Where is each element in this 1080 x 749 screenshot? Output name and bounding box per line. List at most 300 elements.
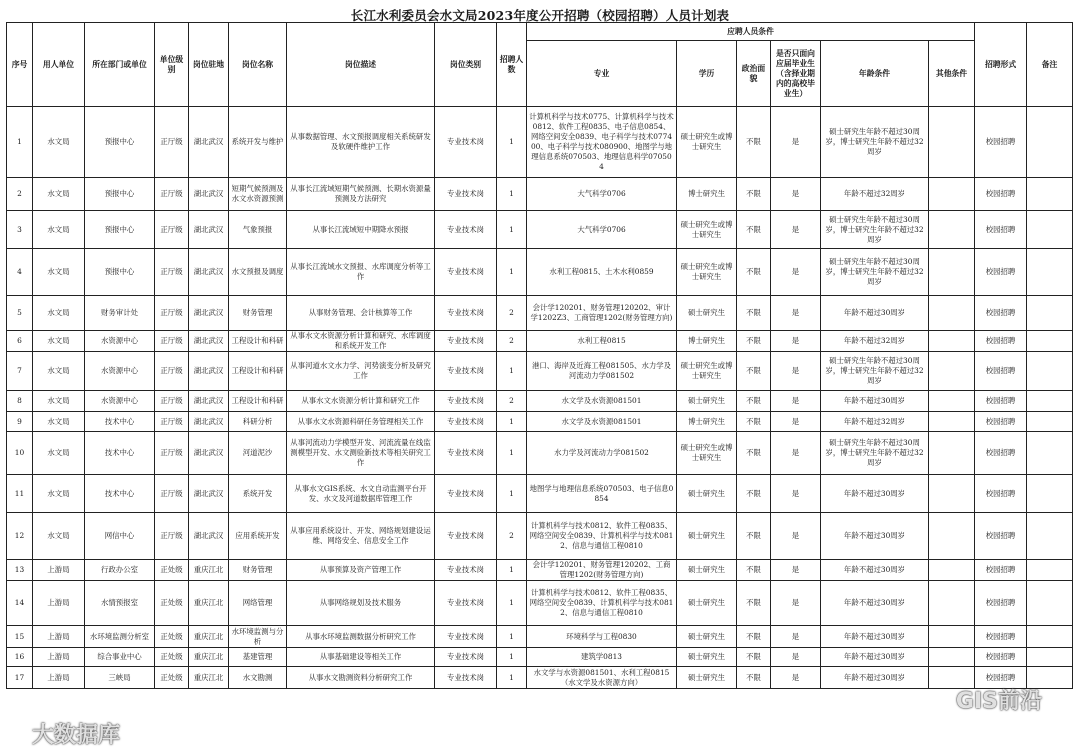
cell-graduate-only: 是 — [771, 648, 821, 667]
cell-post-type: 专业技术岗 — [435, 648, 497, 667]
table-row — [7, 331, 1073, 352]
cell-employer: 上游局 — [33, 667, 85, 689]
cell-form: 校园招聘 — [975, 581, 1027, 626]
cell-form: 校园招聘 — [975, 391, 1027, 412]
cell-post-type: 专业技术岗 — [435, 626, 497, 648]
table-row — [7, 560, 1073, 581]
cell-level: 正处级 — [155, 648, 189, 667]
cell-post-type: 专业技术岗 — [435, 432, 497, 475]
table-row — [7, 513, 1073, 560]
cell-graduate-only: 是 — [771, 581, 821, 626]
header-dept: 所在部门或单位 — [85, 23, 155, 107]
cell-dept: 预报中心 — [85, 249, 155, 296]
cell-post-desc: 从事水文水资源分析计算和研究工作 — [287, 391, 435, 412]
cell-count: 1 — [497, 560, 527, 581]
cell-level: 正厅级 — [155, 513, 189, 560]
watermark-bigdata — [6, 718, 120, 749]
cell-political: 不限 — [737, 352, 771, 391]
cell-location: 湖北武汉 — [189, 249, 229, 296]
cell-post-type: 专业技术岗 — [435, 331, 497, 352]
cell-level: 正厅级 — [155, 475, 189, 513]
header-age: 年龄条件 — [821, 41, 929, 107]
cell-other — [929, 560, 975, 581]
table-row — [7, 475, 1073, 513]
cell-post-name: 财务管理 — [229, 296, 287, 331]
cell-employer: 水文局 — [33, 249, 85, 296]
header-conditions: 应聘人员条件 — [527, 23, 975, 41]
cell-age: 年龄不超过30周岁 — [821, 560, 929, 581]
cell-post-desc: 从事长江流域短期气候预测、长期水资源量预测及方法研究 — [287, 178, 435, 211]
cell-level: 正厅级 — [155, 296, 189, 331]
cell-political: 不限 — [737, 391, 771, 412]
watermark-gis-text: GIS前沿 — [955, 689, 1042, 714]
cell-count: 2 — [497, 391, 527, 412]
cell-note — [1027, 513, 1073, 560]
cell-political: 不限 — [737, 331, 771, 352]
cell-employer: 水文局 — [33, 432, 85, 475]
cell-count: 1 — [497, 178, 527, 211]
cell-age: 年龄不超过30周岁 — [821, 626, 929, 648]
cell-note — [1027, 107, 1073, 178]
cell-graduate-only: 是 — [771, 352, 821, 391]
cell-education: 硕士研究生或博士研究生 — [677, 432, 737, 475]
cell-location: 湖北武汉 — [189, 211, 229, 249]
cell-employer: 水文局 — [33, 331, 85, 352]
cell-age: 年龄不超过30周岁 — [821, 581, 929, 626]
cell-political: 不限 — [737, 626, 771, 648]
cell-form: 校园招聘 — [975, 352, 1027, 391]
table-row — [7, 352, 1073, 391]
cell-major: 计算机科学与技术0812、软件工程0835、网络空间安全0839、计算机科学与技术0812、信息与通信工程0810 — [527, 581, 677, 626]
cell-post-type: 专业技术岗 — [435, 178, 497, 211]
cell-location: 湖北武汉 — [189, 412, 229, 432]
cell-age: 年龄不超过32周岁 — [821, 331, 929, 352]
header-political: 政治面貌 — [737, 41, 771, 107]
cell-age: 年龄不超过30周岁 — [821, 648, 929, 667]
cell-major: 水利工程0815、土木水利0859 — [527, 249, 677, 296]
cell-education: 硕士研究生或博士研究生 — [677, 107, 737, 178]
cell-seq: 13 — [7, 560, 33, 581]
cell-political: 不限 — [737, 475, 771, 513]
cell-post-name: 短期气候预测及水文水资源预测 — [229, 178, 287, 211]
cell-age: 年龄不超过30周岁 — [821, 391, 929, 412]
cell-employer: 水文局 — [33, 211, 85, 249]
header-form: 招聘形式 — [975, 23, 1027, 107]
watermark-gis — [930, 684, 1042, 715]
table-body — [7, 107, 1073, 689]
cell-major: 地图学与地理信息系统070503、电子信息0854 — [527, 475, 677, 513]
cell-other — [929, 412, 975, 432]
table-row — [7, 107, 1073, 178]
cell-major: 大气科学0706 — [527, 211, 677, 249]
cell-count: 1 — [497, 475, 527, 513]
cell-form: 校园招聘 — [975, 513, 1027, 560]
cell-education: 硕士研究生 — [677, 648, 737, 667]
cell-seq: 14 — [7, 581, 33, 626]
cell-form: 校园招聘 — [975, 178, 1027, 211]
cell-major: 计算机科学与技术0775、计算机科学与技术0812、软件工程0835、电子信息0854、网络空间安全0839、电子科学与技术077400、电子科学与技术080900、地图学与地理信息系统070503、地理信息科学070504 — [527, 107, 677, 178]
cell-post-name: 水文勘测 — [229, 667, 287, 689]
cell-seq: 17 — [7, 667, 33, 689]
cell-dept: 行政办公室 — [85, 560, 155, 581]
header-education: 学历 — [677, 41, 737, 107]
cell-note — [1027, 412, 1073, 432]
cell-major: 建筑学0813 — [527, 648, 677, 667]
cell-form: 校园招聘 — [975, 648, 1027, 667]
cell-form: 校园招聘 — [975, 296, 1027, 331]
cell-post-type: 专业技术岗 — [435, 296, 497, 331]
cell-graduate-only: 是 — [771, 249, 821, 296]
cell-level: 正处级 — [155, 667, 189, 689]
cell-form: 校园招聘 — [975, 626, 1027, 648]
cell-seq: 2 — [7, 178, 33, 211]
cell-employer: 水文局 — [33, 391, 85, 412]
cell-location: 重庆江北 — [189, 626, 229, 648]
cell-level: 正厅级 — [155, 211, 189, 249]
cell-education: 博士研究生 — [677, 412, 737, 432]
cell-location: 湖北武汉 — [189, 432, 229, 475]
cell-location: 湖北武汉 — [189, 107, 229, 178]
header-other: 其他条件 — [929, 41, 975, 107]
cell-seq: 1 — [7, 107, 33, 178]
cell-post-name: 网络管理 — [229, 581, 287, 626]
cell-level: 正处级 — [155, 626, 189, 648]
cell-location: 湖北武汉 — [189, 178, 229, 211]
cell-post-name: 工程设计和科研 — [229, 352, 287, 391]
cell-post-name: 应用系统开发 — [229, 513, 287, 560]
cell-count: 1 — [497, 249, 527, 296]
header-graduate-only: 是否只面向应届毕业生（含择业期内的高校毕业生） — [771, 41, 821, 107]
cell-post-desc: 从事预算及资产管理工作 — [287, 560, 435, 581]
cell-form: 校园招聘 — [975, 249, 1027, 296]
cell-age: 硕士研究生年龄不超过30周岁，博士研究生年龄不超过32周岁 — [821, 249, 929, 296]
cell-dept: 预报中心 — [85, 211, 155, 249]
cell-major: 环境科学与工程0830 — [527, 626, 677, 648]
cell-other — [929, 475, 975, 513]
cell-education: 硕士研究生 — [677, 667, 737, 689]
header-note: 备注 — [1027, 23, 1073, 107]
cell-note — [1027, 432, 1073, 475]
cell-count: 1 — [497, 648, 527, 667]
cell-post-desc: 从事长江流域短中期降水预报 — [287, 211, 435, 249]
cell-note — [1027, 352, 1073, 391]
cell-employer: 水文局 — [33, 107, 85, 178]
cell-political: 不限 — [737, 581, 771, 626]
cell-education: 博士研究生 — [677, 331, 737, 352]
cell-note — [1027, 331, 1073, 352]
cell-post-name: 系统开发 — [229, 475, 287, 513]
cell-form: 校园招聘 — [975, 667, 1027, 689]
cell-graduate-only: 是 — [771, 331, 821, 352]
cell-political: 不限 — [737, 432, 771, 475]
cell-form: 校园招聘 — [975, 560, 1027, 581]
cell-age: 硕士研究生年龄不超过30周岁，博士研究生年龄不超过32周岁 — [821, 107, 929, 178]
cell-count: 1 — [497, 211, 527, 249]
cell-post-desc: 从事数据管理、水文预报调度相关系统研发及软硬件维护工作 — [287, 107, 435, 178]
cell-other — [929, 432, 975, 475]
cell-note — [1027, 296, 1073, 331]
cell-count: 1 — [497, 581, 527, 626]
cell-dept: 技术中心 — [85, 432, 155, 475]
cell-employer: 水文局 — [33, 475, 85, 513]
cell-count: 1 — [497, 107, 527, 178]
cell-other — [929, 211, 975, 249]
cell-post-desc: 从事财务管理、会计核算等工作 — [287, 296, 435, 331]
cell-graduate-only: 是 — [771, 178, 821, 211]
cell-major: 会计学120201、财务管理120202、工商管理1202(财务管理方向) — [527, 560, 677, 581]
cell-level: 正厅级 — [155, 331, 189, 352]
cell-major: 会计学120201、财务管理120202、审计学1202Z3、工商管理1202(财务管理方向) — [527, 296, 677, 331]
cell-education: 硕士研究生 — [677, 391, 737, 412]
cell-graduate-only: 是 — [771, 107, 821, 178]
brand-badge-icon — [6, 723, 28, 745]
cell-employer: 水文局 — [33, 412, 85, 432]
cell-dept: 预报中心 — [85, 107, 155, 178]
cell-employer: 上游局 — [33, 560, 85, 581]
cell-employer: 上游局 — [33, 581, 85, 626]
cell-age: 硕士研究生年龄不超过30周岁，博士研究生年龄不超过32周岁 — [821, 211, 929, 249]
cell-political: 不限 — [737, 211, 771, 249]
table-row — [7, 432, 1073, 475]
table-row — [7, 249, 1073, 296]
cell-note — [1027, 626, 1073, 648]
cell-graduate-only: 是 — [771, 560, 821, 581]
cell-post-name: 基建管理 — [229, 648, 287, 667]
brand-logo-icon — [930, 689, 952, 711]
cell-count: 1 — [497, 352, 527, 391]
cell-age: 年龄不超过30周岁 — [821, 475, 929, 513]
cell-political: 不限 — [737, 249, 771, 296]
cell-major: 水文学与水资源081501、水利工程0815（水文学及水资源方向） — [527, 667, 677, 689]
cell-other — [929, 626, 975, 648]
cell-seq: 9 — [7, 412, 33, 432]
cell-level: 正厅级 — [155, 391, 189, 412]
cell-age: 年龄不超过32周岁 — [821, 412, 929, 432]
cell-other — [929, 352, 975, 391]
cell-dept: 财务审计处 — [85, 296, 155, 331]
cell-education: 硕士研究生 — [677, 560, 737, 581]
cell-location: 湖北武汉 — [189, 352, 229, 391]
cell-employer: 上游局 — [33, 626, 85, 648]
table-row — [7, 581, 1073, 626]
cell-post-desc: 从事水文GIS系统、水文自动监测平台开发、水文及河道数据库管理工作 — [287, 475, 435, 513]
cell-count: 1 — [497, 667, 527, 689]
cell-location: 湖北武汉 — [189, 391, 229, 412]
table-row — [7, 412, 1073, 432]
cell-post-type: 专业技术岗 — [435, 513, 497, 560]
table-row — [7, 667, 1073, 689]
cell-post-desc: 从事水文水资源分析计算和研究、水库调度和系统开发工作 — [287, 331, 435, 352]
cell-major: 港口、海岸及近海工程081505、水力学及河流动力学081502 — [527, 352, 677, 391]
cell-post-name: 河道泥沙 — [229, 432, 287, 475]
table-row — [7, 296, 1073, 331]
cell-political: 不限 — [737, 107, 771, 178]
header-post-type: 岗位类别 — [435, 23, 497, 107]
cell-dept: 预报中心 — [85, 178, 155, 211]
cell-other — [929, 391, 975, 412]
cell-graduate-only: 是 — [771, 626, 821, 648]
header-seq: 序号 — [7, 23, 33, 107]
cell-post-desc: 从事应用系统设计、开发、网络规划建设运维、网络安全、信息安全工作 — [287, 513, 435, 560]
cell-age: 年龄不超过30周岁 — [821, 667, 929, 689]
header-post-name: 岗位名称 — [229, 23, 287, 107]
table-row — [7, 391, 1073, 412]
cell-political: 不限 — [737, 560, 771, 581]
table-row — [7, 626, 1073, 648]
watermark-bigdata-text: 大数据库 — [32, 723, 121, 748]
cell-post-name: 系统开发与维护 — [229, 107, 287, 178]
cell-post-type: 专业技术岗 — [435, 475, 497, 513]
cell-location: 湖北武汉 — [189, 296, 229, 331]
cell-post-name: 工程设计和科研 — [229, 331, 287, 352]
cell-other — [929, 648, 975, 667]
cell-education: 硕士研究生 — [677, 475, 737, 513]
cell-form: 校园招聘 — [975, 331, 1027, 352]
cell-other — [929, 296, 975, 331]
cell-note — [1027, 475, 1073, 513]
cell-graduate-only: 是 — [771, 513, 821, 560]
cell-dept: 水资源中心 — [85, 391, 155, 412]
cell-major: 水文学及水资源081501 — [527, 412, 677, 432]
cell-major: 水力学及河流动力学081502 — [527, 432, 677, 475]
cell-location: 湖北武汉 — [189, 331, 229, 352]
cell-note — [1027, 391, 1073, 412]
cell-seq: 16 — [7, 648, 33, 667]
cell-other — [929, 249, 975, 296]
cell-form: 校园招聘 — [975, 412, 1027, 432]
cell-graduate-only: 是 — [771, 667, 821, 689]
cell-other — [929, 178, 975, 211]
cell-education: 硕士研究生或博士研究生 — [677, 211, 737, 249]
cell-political: 不限 — [737, 667, 771, 689]
cell-post-desc: 从事水文水资源科研任务管理相关工作 — [287, 412, 435, 432]
cell-location: 重庆江北 — [189, 667, 229, 689]
cell-employer: 水文局 — [33, 513, 85, 560]
cell-employer: 水文局 — [33, 352, 85, 391]
header-post-desc: 岗位描述 — [287, 23, 435, 107]
cell-note — [1027, 178, 1073, 211]
cell-seq: 15 — [7, 626, 33, 648]
cell-post-type: 专业技术岗 — [435, 249, 497, 296]
cell-dept: 水情预报室 — [85, 581, 155, 626]
cell-note — [1027, 648, 1073, 667]
header-major: 专业 — [527, 41, 677, 107]
cell-post-type: 专业技术岗 — [435, 211, 497, 249]
cell-education: 硕士研究生 — [677, 581, 737, 626]
cell-level: 正厅级 — [155, 412, 189, 432]
cell-political: 不限 — [737, 178, 771, 211]
cell-education: 硕士研究生或博士研究生 — [677, 352, 737, 391]
cell-post-type: 专业技术岗 — [435, 107, 497, 178]
cell-count: 1 — [497, 626, 527, 648]
cell-level: 正处级 — [155, 581, 189, 626]
cell-post-type: 专业技术岗 — [435, 412, 497, 432]
cell-note — [1027, 249, 1073, 296]
cell-form: 校园招聘 — [975, 211, 1027, 249]
cell-major: 大气科学0706 — [527, 178, 677, 211]
cell-age: 年龄不超过32周岁 — [821, 178, 929, 211]
cell-political: 不限 — [737, 412, 771, 432]
cell-seq: 10 — [7, 432, 33, 475]
cell-count: 2 — [497, 331, 527, 352]
cell-post-name: 工程设计和科研 — [229, 391, 287, 412]
cell-graduate-only: 是 — [771, 412, 821, 432]
cell-other — [929, 513, 975, 560]
cell-education: 硕士研究生 — [677, 626, 737, 648]
cell-employer: 水文局 — [33, 178, 85, 211]
cell-post-type: 专业技术岗 — [435, 581, 497, 626]
header-count: 招聘人数 — [497, 23, 527, 107]
cell-education: 硕士研究生 — [677, 296, 737, 331]
cell-count: 1 — [497, 412, 527, 432]
cell-form: 校园招聘 — [975, 432, 1027, 475]
cell-dept: 水环境监测分析室 — [85, 626, 155, 648]
cell-post-desc: 从事水环境监测数据分析研究工作 — [287, 626, 435, 648]
cell-seq: 6 — [7, 331, 33, 352]
cell-location: 湖北武汉 — [189, 475, 229, 513]
cell-dept: 技术中心 — [85, 412, 155, 432]
cell-dept: 水资源中心 — [85, 352, 155, 391]
cell-political: 不限 — [737, 296, 771, 331]
cell-location: 重庆江北 — [189, 581, 229, 626]
header-employer: 用人单位 — [33, 23, 85, 107]
cell-graduate-only: 是 — [771, 391, 821, 412]
cell-form: 校园招聘 — [975, 475, 1027, 513]
cell-age: 年龄不超过30周岁 — [821, 513, 929, 560]
cell-dept: 技术中心 — [85, 475, 155, 513]
cell-age: 硕士研究生年龄不超过30周岁，博士研究生年龄不超过32周岁 — [821, 432, 929, 475]
cell-dept: 三峡局 — [85, 667, 155, 689]
cell-post-desc: 从事网络规划及技术服务 — [287, 581, 435, 626]
cell-post-desc: 从事河道水文水力学、河势演变分析及研究工作 — [287, 352, 435, 391]
cell-seq: 3 — [7, 211, 33, 249]
cell-political: 不限 — [737, 513, 771, 560]
cell-note — [1027, 211, 1073, 249]
cell-major: 计算机科学与技术0812、软件工程0835、网络空间安全0839、计算机科学与技术0812、信息与通信工程0810 — [527, 513, 677, 560]
table-row — [7, 178, 1073, 211]
cell-level: 正处级 — [155, 560, 189, 581]
cell-post-desc: 从事基础建设等相关工作 — [287, 648, 435, 667]
cell-seq: 4 — [7, 249, 33, 296]
cell-level: 正厅级 — [155, 107, 189, 178]
cell-post-name: 水文预报及调度 — [229, 249, 287, 296]
table-row — [7, 211, 1073, 249]
cell-post-name: 财务管理 — [229, 560, 287, 581]
cell-seq: 8 — [7, 391, 33, 412]
cell-location: 湖北武汉 — [189, 513, 229, 560]
cell-education: 硕士研究生或博士研究生 — [677, 249, 737, 296]
cell-note — [1027, 581, 1073, 626]
cell-dept: 综合事业中心 — [85, 648, 155, 667]
header-row-top — [7, 23, 1073, 41]
cell-dept: 网信中心 — [85, 513, 155, 560]
recruitment-plan-table — [6, 22, 1073, 689]
cell-seq: 11 — [7, 475, 33, 513]
cell-post-name: 气象预报 — [229, 211, 287, 249]
cell-location: 重庆江北 — [189, 648, 229, 667]
cell-education: 博士研究生 — [677, 178, 737, 211]
cell-graduate-only: 是 — [771, 475, 821, 513]
cell-level: 正厅级 — [155, 432, 189, 475]
cell-level: 正厅级 — [155, 178, 189, 211]
cell-education: 硕士研究生 — [677, 513, 737, 560]
header-level: 单位级别 — [155, 23, 189, 107]
cell-count: 2 — [497, 296, 527, 331]
cell-form: 校园招聘 — [975, 107, 1027, 178]
cell-age: 年龄不超过30周岁 — [821, 296, 929, 331]
cell-seq: 7 — [7, 352, 33, 391]
page-title: 长江水利委员会水文局2023年度公开招聘（校园招聘）人员计划表 — [350, 8, 730, 23]
